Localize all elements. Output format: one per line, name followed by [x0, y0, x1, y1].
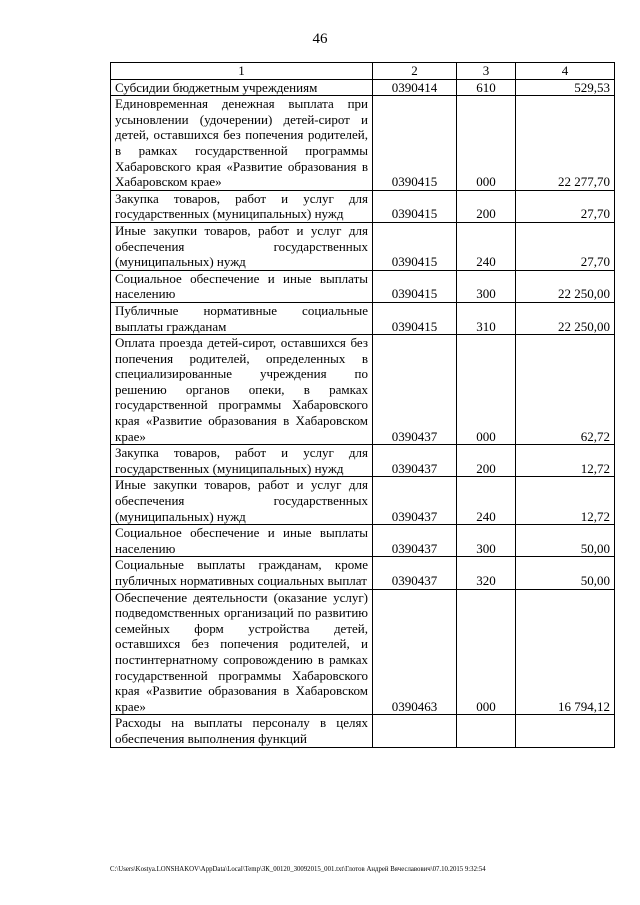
row-description: Оплата проезда детей-сирот, оставшихся без попечения родителей, определенных в специализированные учреждения по решению органов опеки, в рамках государственной программы Хабаровского края «Развитие образования в Хабаровском крае» [111, 335, 373, 445]
row-description: Социальные выплаты гражданам, кроме публичных нормативных социальных выплат [111, 557, 373, 589]
table-row [111, 302, 615, 334]
row-expense-type: 320 [457, 557, 516, 589]
row-amount: 50,00 [516, 557, 615, 589]
row-expense-type [457, 715, 516, 747]
row-code: 0390415 [373, 96, 457, 191]
row-description: Закупка товаров, работ и услуг для государственных (муниципальных) нужд [111, 190, 373, 222]
row-code: 0390415 [373, 190, 457, 222]
row-code: 0390415 [373, 222, 457, 270]
table-row [111, 96, 615, 191]
row-amount: 22 277,70 [516, 96, 615, 191]
row-code [373, 715, 457, 747]
page-number: 46 [312, 31, 328, 47]
table-row [111, 222, 615, 270]
row-description: Иные закупки товаров, работ и услуг для обеспечения государственных (муниципальных) нужд [111, 477, 373, 525]
row-description: Социальное обеспечение и иные выплаты населению [111, 525, 373, 557]
row-expense-type: 000 [457, 589, 516, 715]
row-amount: 12,72 [516, 445, 615, 477]
table-row [111, 190, 615, 222]
row-code: 0390437 [373, 525, 457, 557]
row-expense-type: 310 [457, 302, 516, 334]
table-row [111, 79, 615, 96]
row-code: 0390437 [373, 445, 457, 477]
table-row [111, 589, 615, 715]
row-amount: 22 250,00 [516, 302, 615, 334]
table-row [111, 270, 615, 302]
table-row [111, 525, 615, 557]
row-description: Обеспечение деятельности (оказание услуг) подведомственных организаций по развитию семейных форм устройства детей, оставшихся без попечения родителей, и постинтернатному сопровождению в рамках государственной программы Хабаровского края «Развитие образования в Хабаровском крае» [111, 589, 373, 715]
row-expense-type: 200 [457, 445, 516, 477]
table-row [111, 715, 615, 747]
row-code: 0390463 [373, 589, 457, 715]
row-description: Публичные нормативные социальные выплаты гражданам [111, 302, 373, 334]
table-row [111, 477, 615, 525]
table-row [111, 335, 615, 445]
row-expense-type: 300 [457, 525, 516, 557]
row-expense-type: 610 [457, 79, 516, 96]
footer-file-path: C:\Users\Kostya.LONSHAKOV\AppData\Local\Temp\ЗК_00120_30092015_001.txt\Глотов Андрей Вячеславович\07.10.2015 9:32:54 [110, 866, 486, 873]
row-expense-type: 240 [457, 222, 516, 270]
row-expense-type: 240 [457, 477, 516, 525]
row-code: 0390437 [373, 477, 457, 525]
column-header-1: 1 [111, 63, 373, 80]
row-amount: 62,72 [516, 335, 615, 445]
row-amount: 16 794,12 [516, 589, 615, 715]
row-amount: 529,53 [516, 79, 615, 96]
column-header-2: 2 [373, 63, 457, 80]
row-code: 0390437 [373, 557, 457, 589]
row-description: Субсидии бюджетным учреждениям [111, 79, 373, 96]
row-code: 0390415 [373, 270, 457, 302]
row-description: Закупка товаров, работ и услуг для государственных (муниципальных) нужд [111, 445, 373, 477]
column-header-4: 4 [516, 63, 615, 80]
row-expense-type: 200 [457, 190, 516, 222]
budget-table [110, 62, 615, 748]
row-description: Социальное обеспечение и иные выплаты населению [111, 270, 373, 302]
row-amount: 27,70 [516, 190, 615, 222]
row-code: 0390415 [373, 302, 457, 334]
table-row [111, 557, 615, 589]
table-row [111, 445, 615, 477]
row-code: 0390437 [373, 335, 457, 445]
column-header-3: 3 [457, 63, 516, 80]
row-amount: 27,70 [516, 222, 615, 270]
table-header-row [111, 63, 615, 80]
row-amount [516, 715, 615, 747]
row-amount: 22 250,00 [516, 270, 615, 302]
row-expense-type: 000 [457, 96, 516, 191]
row-description: Единовременная денежная выплата при усыновлении (удочерении) детей-сирот и детей, оставшихся без попечения родителей, в рамках государственной программы Хабаровского края «Развитие образования в Хабаровском крае» [111, 96, 373, 191]
row-expense-type: 000 [457, 335, 516, 445]
row-description: Расходы на выплаты персоналу в целях обеспечения выполнения функций [111, 715, 373, 747]
row-description: Иные закупки товаров, работ и услуг для обеспечения государственных (муниципальных) нужд [111, 222, 373, 270]
row-amount: 12,72 [516, 477, 615, 525]
row-code: 0390414 [373, 79, 457, 96]
row-expense-type: 300 [457, 270, 516, 302]
row-amount: 50,00 [516, 525, 615, 557]
